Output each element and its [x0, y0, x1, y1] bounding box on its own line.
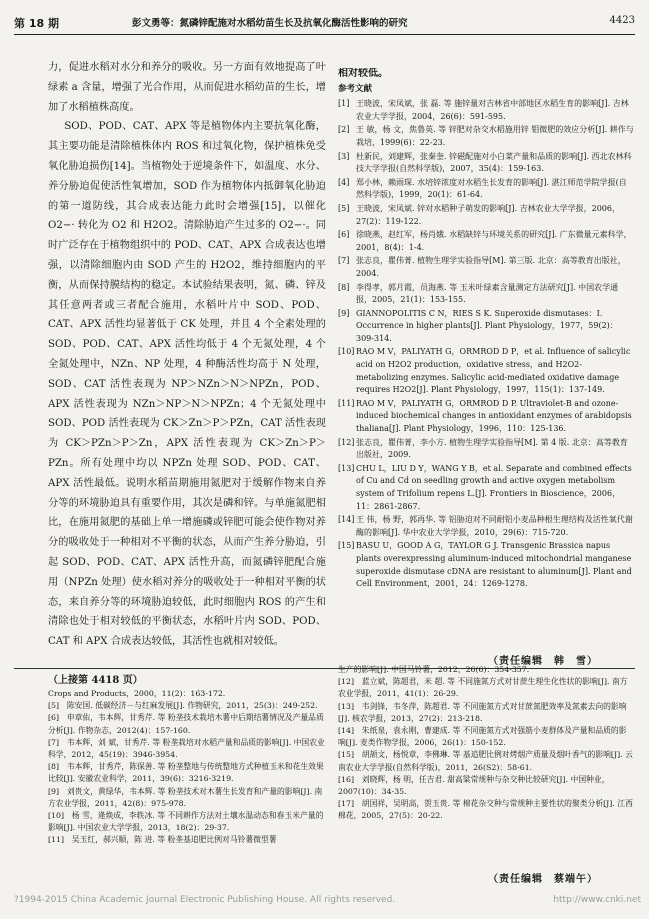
reference-item	[338, 437, 634, 462]
continued-from: （上接第 4418 页）	[48, 675, 143, 686]
reference-item	[338, 229, 634, 254]
reference-text: 王晓波，宋凤斌. 锌对水稻种子萌发的影响[J]. 吉林农业大学学报，2006，27(2)：119-122.	[356, 203, 620, 226]
page-number: 4423	[609, 15, 635, 26]
reference-entry: [9] 刘贵文，黄绿华，韦本辉. 等 粉垄技术对木薯生长发育和产量的影响[J]. 南方农业学报，2011，42(8)：975-978.	[48, 786, 323, 808]
references-heading: 参考文献	[338, 83, 373, 94]
reference-item	[338, 255, 634, 280]
bottom-right-references	[338, 664, 634, 880]
body-paragraph: SOD、POD、CAT、APX 等是植物体内主要抗氧化酶，其主要功能是清除植株体内 ROS 和过氧化物，保护植株免受氧化胁迫损伤[14]。当植物处于逆境条件下，如温度、水分、养分胁迫促使活性氧增加，SOD 作为植物体内抵御氧化胁迫的第一道防线，其合成表达能力此时会增强[15]，以催化 O2−· 转化为 O2 和 H2O2。清除胁迫产生过多的 O2−·。同时广泛存在于植物组织中的 POD、CAT、APX 合成表达也增强，以清除细胞内由 SOD 产生的 H2O2，维持细胞内的平衡，从而保持膜结构的稳定。本试验结果表明，氮、磷、锌及其任意两者或三者配合施用，水稻叶片中 SOD、POD、CAT、APX 活性均显著低于 CK 处理，并且 4 个全素处理的 SOD、POD、CAT、APX 活性均低于 4 个无氮处理，4 个全氮处理中，NZn、NP 处理，4 种酶活性均高于 N 处理，SOD、CAT 活性表现为 NP＞NZn＞N＞NPZn，POD、APX 活性表现为 NZn＞NP＞N＞NPZn；4 个无氮处理中 SOD、POD 活性表现为 CK＞Zn＞P＞PZn，CAT 活性表现为 CK＞PZn＞P＞Zn，APX 活性表现为 CK＞Zn＞P＞PZn。所有处理中均以 NPZn 处理 SOD、POD、CAT、APX 活性最低。说明水稻苗期施用氮肥对于缓解作物来自养分等的环境胁迫具有重要作用，其次是磷和锌。与单施氮肥相比，在施用氮肥的基础上单一增施磷或锌肥可能会使作物对养分的吸收处于一种相对不平衡的状态，从而产生养分胁迫，引起 SOD、POD、CAT、APX 活性升高，而氮磷锌肥配合施用（NPZn 处理）使水稻对养分的吸收处于一种相对平衡的状态，来自养分等的环境胁迫较低，此时细胞内 ROS 的产生和清除也处于相对较低的平衡状态，水稻叶片内 SOD、POD、CAT 和 APX 合成表达较低，其活性也就相对较低。	[48, 121, 326, 648]
reference-entry: [12] 蓝立斌，陈超君，米 超. 等 不同施氮方式对甘蔗生理生化性状的影响[J]. 南方农业学报，2011，41(1)：26-29.	[338, 677, 628, 699]
reference-item	[338, 282, 634, 307]
reference-entry: [16] 刘晓辉，杨 明，任吉君. 甜高粱常规种与杂交种比较研究[J]. 中国种业，2007(10)：34-35.	[338, 774, 610, 797]
reference-text: 徐晓燕，赵红军，杨肖娥. 水稻缺锌与环境关系的研究[J]. 广东微量元素科学，2001，8(4)：1-4.	[356, 230, 632, 252]
reference-number: [5]	[338, 203, 350, 213]
footer	[14, 895, 641, 905]
body-paragraph: 力，促进水稻对水分和养分的吸收。另一方面有效地提高了叶绿素 a 含量，增强了光合作用，从而促进水稻幼苗的生长，增加了水稻植株高度。	[48, 62, 326, 113]
reference-text: 张志良，瞿伟菁，李小方. 植物生理学实验指导[M]. 第 4 版. 北京：高等教育出版社，2009.	[356, 437, 628, 460]
reference-text: 李得孝，郭月霞，员海燕. 等 玉米叶绿素含量测定方法研究[J]. 中国农学通报，2005，21(1)：153-155.	[356, 282, 619, 305]
reference-list	[338, 98, 634, 591]
copyright-text: ?1994-2015 China Academic Journal Electronic Publishing House. All rights reserved.	[14, 895, 396, 905]
reference-entry: [10] 杨 雪，逄焕成，李轶冰. 等 不同耕作方法对土壤水温动态和春玉米产量的影响[J]. 中国农业大学学报，2013，18(2)：29-37.	[48, 811, 324, 833]
reference-text: BASU U，GOOD A G，TAYLOR G J. Transgenic Brassica napus plants overexpressing aluminum-induced mitochondrial manganese superoxide dismutase cDNA are resistant to aluminum[J]. Plant and Cell Environment，2001，24：1269-1278.	[356, 541, 632, 589]
reference-entry: [11] 吴玉红，郝兴顺，陈 进. 等 粉垄基追肥比例对马铃薯微型薯	[48, 835, 277, 845]
reference-text: 杜新民，刘建辉，张秦奎. 锌磁配施对小白菜产量和品质的影响[J]. 西北农林科技大学学报(自然科学版)，2007，35(4)：159-163.	[356, 151, 632, 174]
reference-item	[338, 398, 634, 436]
reference-number: [12]	[338, 437, 355, 447]
reference-entry: [15] 胡颉文，杨悦章，李佛琳. 等 基追肥比例对烤烟产质量及烟叶香气的影响[J]. 云南农业大学学报(自然科学版)，2011，26(S2)：58-61.	[338, 750, 633, 772]
body-tail: 相对较低。	[338, 68, 388, 79]
running-header	[14, 10, 635, 35]
reference-number: [2]	[338, 125, 350, 135]
reference-text: CHU L，LIU D Y，WANG Y B，et al. Separate and combined effects of Cu and Cd on seedling growth and active oxygen metabolism system of Trifolium repens L.[J]. Frontiers in Bioscience，2006，11：2861-2867.	[356, 463, 632, 511]
reference-number: [3]	[338, 151, 350, 161]
reference-number: [13]	[338, 463, 355, 473]
reference-entry: [5] 陈安国. 低碳经济－与红麻发展[J]. 作物研究，2011，25(3)：249-252.	[48, 701, 318, 711]
reference-item	[338, 124, 634, 149]
reference-entry: Crops and Products，2000，11(2)：163-172.	[48, 689, 226, 698]
reference-text: RAO M V，PALIYATH G，ORMROD D P，et al. Influence of salicylic acid on H2O2 production，oxidative stress，and H2O2-metabolizing enzymes. Salicylic acid-mediated oxidative damage requires H2O2[J]. Plant Physiology，1997，115(1)：137-149.	[356, 347, 631, 395]
reference-number: [11]	[338, 398, 355, 408]
reference-entry: [8] 韦本辉，甘秀芹，陈保善. 等 粉垄整地与传统整地方式种植玉米和花生效果比较[J]. 安徽农业科学，2011，39(6)：3216-3219.	[48, 762, 324, 784]
reference-text: RAO M V，PALIYATH G，ORMROD D P. Ultraviolet-B and ozone-induced biochemical changes in antioxidant enzymes of arabidopsis thaliana[J]. Plant Physiology，1996，110：125-136.	[356, 398, 632, 434]
reference-entry: 生产的影响[J]. 中国马铃薯，2012，26(6)：354-357.	[338, 665, 530, 674]
reference-number: [15]	[338, 541, 355, 551]
reference-entry: [6] 申章佑，韦本辉，甘秀芹. 等 粉垄技术栽培木薯中后期结薯情况及产量品质分析[J]. 作物杂志，2012(4)：157-160.	[48, 713, 324, 735]
reference-entry: [17] 胡国祥，吴明高，贺玉贵. 等 棉花杂交种与常规种主要性状的聚类分析[J]. 江西棉花，2005，27(5)：20-22.	[338, 799, 633, 821]
reference-number: [8]	[338, 282, 350, 292]
reference-number: [6]	[338, 230, 350, 240]
reference-number: [1]	[338, 99, 350, 109]
reference-number: [9]	[338, 308, 350, 318]
reference-number: [14]	[338, 515, 355, 525]
reference-item	[338, 177, 634, 202]
reference-entry: [7] 韦本辉，刘 斌，甘秀芹. 等 粉垄栽培对水稻产量和品质的影响[J]. 中国农业科学，2012，45(19)：3946-3954.	[48, 737, 325, 760]
reference-text: 王 伟，杨 野，郭再华. 等 铝胁迫对不同耐铝小麦品种根生理结构及活性氧代谢酶的影响[J]. 华中农业大学学报，2010，29(6)：715-720.	[356, 515, 633, 537]
reference-item	[338, 98, 634, 123]
reference-text: 王晓波，宋凤斌，张 磊. 等 施锌量对吉林省中部地区水稻生育的影响[J]. 吉林农业大学学报，2004，26(6)：591-595.	[356, 99, 629, 121]
running-title: 彭文勇等：氮磷锌配施对水稻幼苗生长及抗氧化酶活性影响的研究	[132, 18, 408, 29]
reference-item	[338, 203, 634, 228]
reference-entry: [13] 韦剑锋，韦冬萍，陈超君. 等 不同施氮方式对甘蔗氮肥效率及氮素去向的影响[J]. 核农学报，2013，27(2)：213-218.	[338, 701, 627, 723]
bottom-left-references	[48, 688, 328, 880]
reference-text: 张志良，瞿伟菁. 植物生理学实验指导[M]. 第三版. 北京：高等教育出版社，2004.	[356, 256, 626, 278]
cnki-link[interactable]: http://www.cnki.net	[553, 895, 641, 905]
body-left-column	[48, 58, 326, 666]
reference-number: [7]	[338, 256, 350, 266]
reference-item	[338, 308, 634, 346]
reference-item	[338, 346, 634, 396]
reference-item	[338, 151, 634, 176]
reference-text: 王 敏，杨 文，焦鲁英. 等 锌肥对杂交水稻施用锌 钼微肥的效应分析[J]. 耕作与栽培，1999(6)：22-23.	[356, 125, 634, 147]
reference-item	[338, 540, 634, 590]
reference-text: 郑小林，赖雨琛. 水培锌浓度对水稻生长发育的影响[J]. 湛江师范学院学报(自然科学版)，1999，20(1)：61-64.	[356, 177, 627, 200]
references-column	[338, 68, 634, 666]
reference-text: GIANNOPOLITIS C N，RIES S K. Superoxide dismutases：I. Occurrence in higher plants[J]. Plant Physiology，1977，59(2)：309-314.	[356, 308, 618, 343]
reference-entry: [14] 朱纸泉，袁永刚，曹建成. 等 不同施氮方式对强筋小麦群体及产量和品质的影响[J]. 麦类作物学报，2006，26(1)：150-152.	[338, 726, 627, 748]
reference-number: [10]	[338, 347, 355, 357]
bottom-editor-note: （责任编辑 蔡端午）	[488, 874, 598, 885]
reference-item	[338, 514, 634, 539]
reference-number: [4]	[338, 177, 350, 187]
reference-item	[338, 463, 634, 513]
issue-number: 第 18 期	[14, 17, 59, 30]
editor-note: （责任编辑 韩 雪）	[488, 656, 598, 667]
